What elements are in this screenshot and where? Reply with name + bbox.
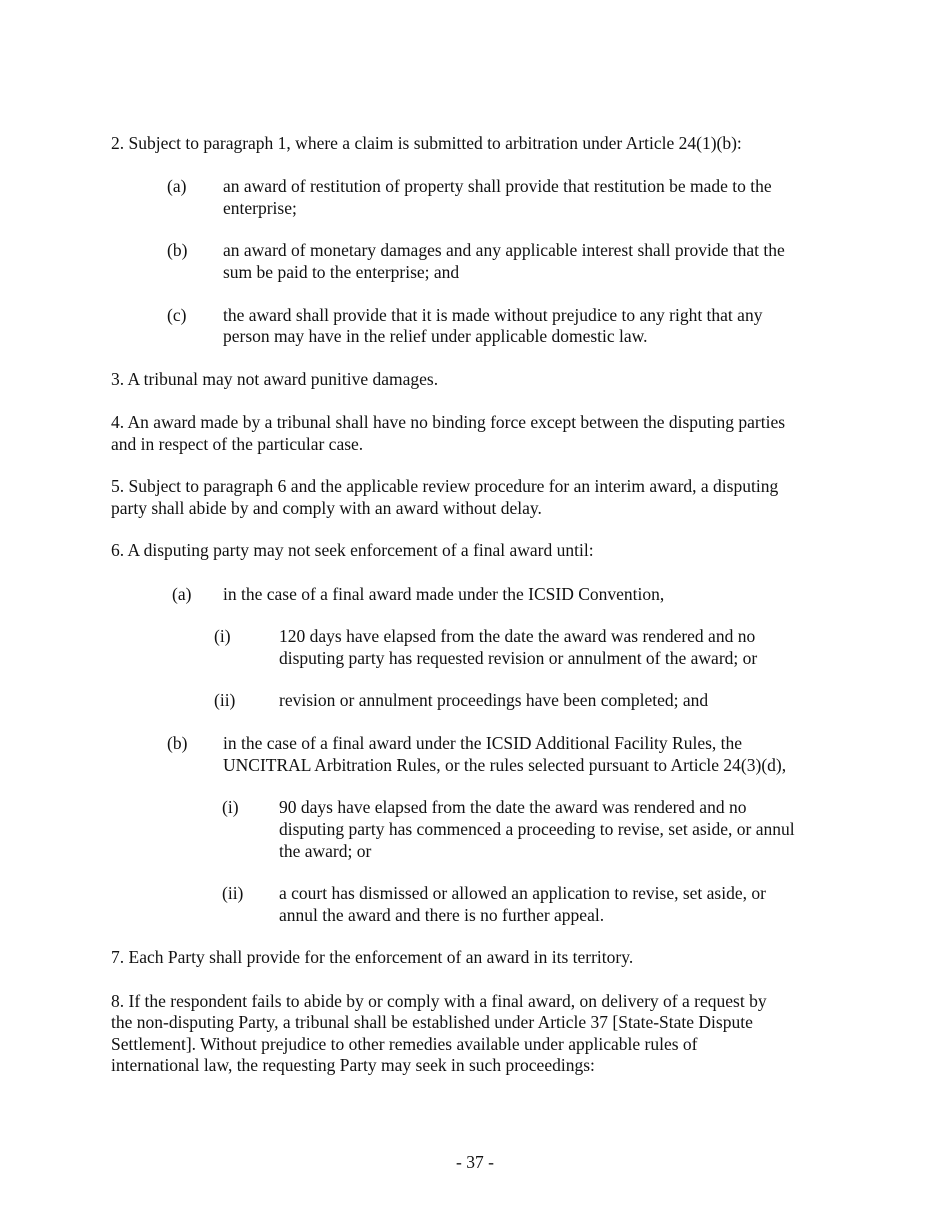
item-b-line-2: sum be paid to the enterprise; and <box>223 262 460 282</box>
paragraph-8-line-1: 8. If the respondent fails to abide by or comply with a final award, on delivery of a request by <box>111 991 767 1011</box>
paragraph-5-line-1: 5. Subject to paragraph 6 and the applicable review procedure for an interim award, a disputing <box>111 476 779 496</box>
item-6b-ii-label: (ii) <box>222 883 244 903</box>
paragraph-4-line-1: 4. An award made by a tribunal shall have no binding force except between the disputing parties <box>111 412 786 432</box>
item-label-c: (c) <box>167 305 187 325</box>
item-6a-ii-line-1: revision or annulment proceedings have been completed; and <box>279 690 709 710</box>
page-number: - 37 - <box>456 1152 494 1172</box>
item-6a-i-line-1: 120 days have elapsed from the date the award was rendered and no <box>279 626 756 646</box>
item-6b-label: (b) <box>167 733 188 753</box>
paragraph-8-line-4: international law, the requesting Party may seek in such proceedings: <box>111 1055 595 1075</box>
item-6b-i-line-2: disputing party has commenced a proceeding to revise, set aside, or annul <box>279 819 795 839</box>
paragraph-5-line-2: party shall abide by and comply with an award without delay. <box>111 498 542 518</box>
paragraph-4-line-2: and in respect of the particular case. <box>111 434 364 454</box>
item-6b-line-2: UNCITRAL Arbitration Rules, or the rules selected pursuant to Article 24(3)(d), <box>223 755 787 775</box>
item-a-line-1: an award of restitution of property shall provide that restitution be made to the <box>223 176 772 196</box>
item-a-line-2: enterprise; <box>223 198 297 218</box>
paragraph-2-intro: 2. Subject to paragraph 1, where a claim is submitted to arbitration under Article 24(1)(b): <box>111 133 742 153</box>
item-6a-text: in the case of a final award made under the ICSID Convention, <box>223 584 665 604</box>
item-6a-ii-label: (ii) <box>214 690 236 710</box>
item-6b-ii-line-2: annul the award and there is no further appeal. <box>279 905 605 925</box>
paragraph-8-line-3: Settlement]. Without prejudice to other remedies available under applicable rules of <box>111 1034 698 1054</box>
item-6a-i-label: (i) <box>214 626 231 646</box>
item-6a-label: (a) <box>172 584 192 604</box>
item-6b-line-1: in the case of a final award under the ICSID Additional Facility Rules, the <box>223 733 743 753</box>
paragraph-6-intro: 6. A disputing party may not seek enforcement of a final award until: <box>111 540 594 560</box>
item-6b-i-line-3: the award; or <box>279 841 372 861</box>
item-label-b: (b) <box>167 240 188 260</box>
item-6b-ii-line-1: a court has dismissed or allowed an application to revise, set aside, or <box>279 883 766 903</box>
paragraph-8-line-2: the non-disputing Party, a tribunal shall be established under Article 37 [State-State Dispute <box>111 1012 753 1032</box>
item-b-line-1: an award of monetary damages and any applicable interest shall provide that the <box>223 240 785 260</box>
item-6a-i-line-2: disputing party has requested revision or annulment of the award; or <box>279 648 758 668</box>
item-c-line-2: person may have in the relief under applicable domestic law. <box>223 326 648 346</box>
item-label-a: (a) <box>167 176 187 196</box>
item-c-line-1: the award shall provide that it is made without prejudice to any right that any <box>223 305 763 325</box>
item-6b-i-line-1: 90 days have elapsed from the date the award was rendered and no <box>279 797 747 817</box>
item-6b-i-label: (i) <box>222 797 239 817</box>
paragraph-7: 7. Each Party shall provide for the enforcement of an award in its territory. <box>111 947 634 967</box>
paragraph-3: 3. A tribunal may not award punitive damages. <box>111 369 439 389</box>
